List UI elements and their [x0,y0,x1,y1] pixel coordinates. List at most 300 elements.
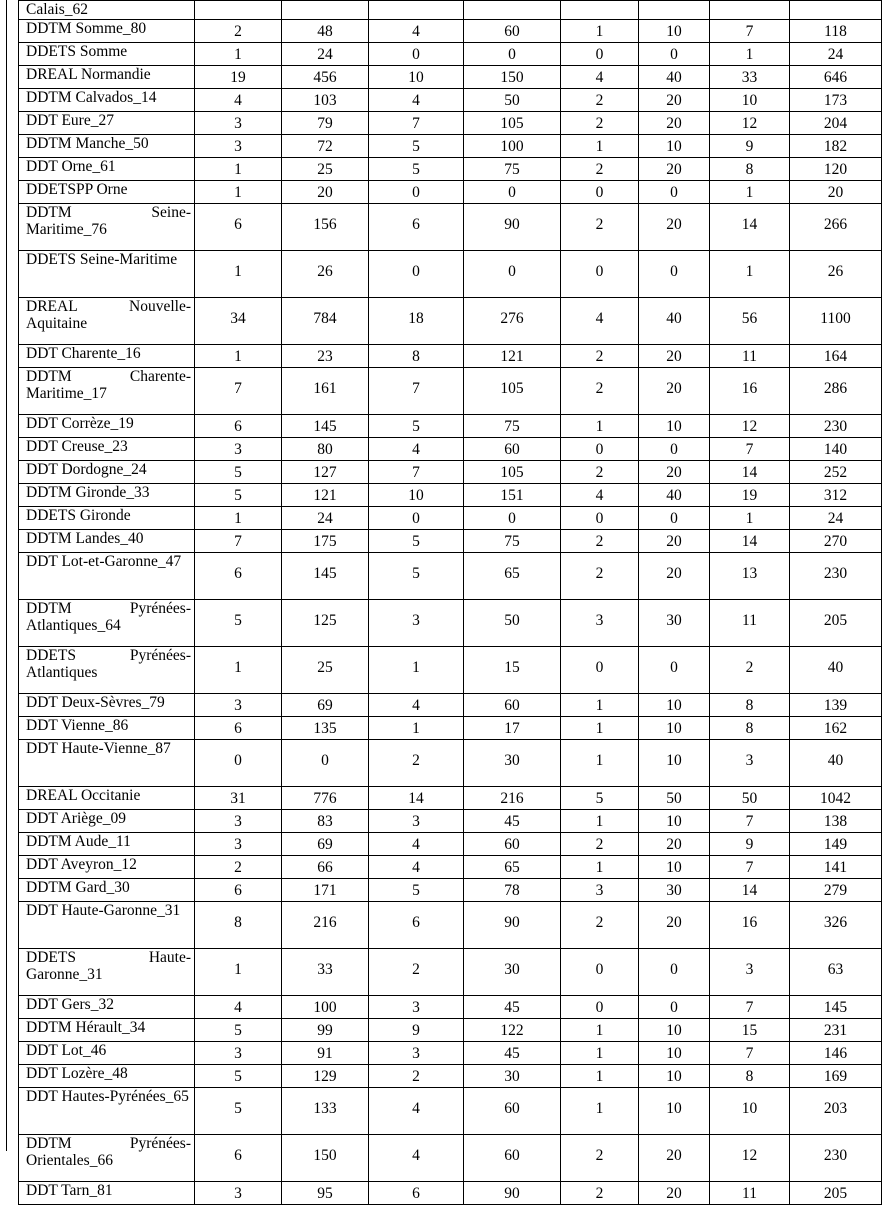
row-label: DDETS Seine-Maritime [19,251,195,298]
table-row [19,507,882,530]
value-cell: 5 [195,1019,282,1042]
page-left-rule [6,0,7,1151]
value-cell: 100 [282,996,369,1019]
value-cell: 78 [464,879,561,902]
value-cell: 11 [710,600,790,647]
value-cell: 3 [710,949,790,996]
cell [561,1,639,20]
row-label: DREAL Occitanie [19,787,195,810]
row-label: DDTM Seine-Maritime_76 [19,204,195,251]
value-cell: 5 [561,787,639,810]
value-cell: 162 [790,717,882,740]
value-cell: 20 [639,553,710,600]
value-cell: 0 [639,507,710,530]
value-cell: 10 [369,66,464,89]
value-cell: 0 [464,181,561,204]
value-cell: 145 [790,996,882,1019]
value-cell: 156 [282,204,369,251]
value-cell: 204 [790,112,882,135]
value-cell: 0 [195,740,282,787]
value-cell: 19 [710,484,790,507]
value-cell: 79 [282,112,369,135]
value-cell: 12 [710,415,790,438]
table-row [19,66,882,89]
value-cell: 40 [639,66,710,89]
value-cell: 75 [464,415,561,438]
value-cell: 17 [464,717,561,740]
value-cell: 12 [710,112,790,135]
value-cell: 2 [369,1065,464,1088]
row-label: DDETS Gironde [19,507,195,530]
value-cell: 0 [282,740,369,787]
value-cell: 24 [282,507,369,530]
value-cell: 0 [639,251,710,298]
value-cell: 0 [464,251,561,298]
value-cell: 14 [710,461,790,484]
value-cell: 6 [195,1135,282,1182]
value-cell: 20 [639,1135,710,1182]
value-cell: 252 [790,461,882,484]
value-cell: 50 [464,600,561,647]
value-cell: 1 [561,1042,639,1065]
value-cell: 6 [195,879,282,902]
table-row [19,20,882,43]
value-cell: 20 [639,461,710,484]
value-cell: 16 [710,368,790,415]
value-cell: 1 [710,43,790,66]
value-cell: 2 [561,1182,639,1205]
value-cell: 40 [790,647,882,694]
table-row [19,415,882,438]
table-row [19,879,882,902]
table-row [19,43,882,66]
value-cell: 121 [464,345,561,368]
value-cell: 776 [282,787,369,810]
value-cell: 1 [710,251,790,298]
value-cell: 26 [282,251,369,298]
value-cell: 10 [639,1019,710,1042]
value-cell: 216 [282,902,369,949]
value-cell: 0 [639,43,710,66]
row-label: DDT Haute-Vienne_87 [19,740,195,787]
value-cell: 48 [282,20,369,43]
value-cell: 231 [790,1019,882,1042]
value-cell: 1 [561,856,639,879]
row-label: DDTM Pyrénées-Atlantiques_64 [19,600,195,647]
value-cell: 8 [369,345,464,368]
value-cell: 3 [195,1042,282,1065]
value-cell: 8 [195,902,282,949]
value-cell: 10 [639,20,710,43]
value-cell: 10 [639,717,710,740]
value-cell: 7 [195,530,282,553]
value-cell: 1 [561,135,639,158]
value-cell: 286 [790,368,882,415]
table-row [19,461,882,484]
value-cell: 3 [195,694,282,717]
value-cell: 1042 [790,787,882,810]
value-cell: 18 [369,298,464,345]
value-cell: 125 [282,600,369,647]
value-cell: 1 [195,647,282,694]
value-cell: 270 [790,530,882,553]
row-label: DDT Eure_27 [19,112,195,135]
value-cell: 8 [710,1065,790,1088]
value-cell: 30 [464,949,561,996]
value-cell: 2 [710,647,790,694]
value-cell: 60 [464,438,561,461]
row-label: DDT Deux-Sèvres_79 [19,694,195,717]
value-cell: 4 [195,996,282,1019]
value-cell: 26 [790,251,882,298]
value-cell: 9 [710,135,790,158]
table-row [19,438,882,461]
value-cell: 4 [369,833,464,856]
value-cell: 276 [464,298,561,345]
value-cell: 122 [464,1019,561,1042]
value-cell: 456 [282,66,369,89]
value-cell: 205 [790,1182,882,1205]
value-cell: 0 [561,43,639,66]
value-cell: 50 [710,787,790,810]
value-cell: 33 [710,66,790,89]
value-cell: 1 [710,181,790,204]
row-label: DDTM Calvados_14 [19,89,195,112]
value-cell: 1 [195,507,282,530]
row-label: DDT Dordogne_24 [19,461,195,484]
value-cell: 60 [464,694,561,717]
value-cell: 7 [369,461,464,484]
value-cell: 7 [710,856,790,879]
value-cell: 0 [561,647,639,694]
table-row [19,368,882,415]
value-cell: 784 [282,298,369,345]
value-cell: 6 [195,204,282,251]
value-cell: 1 [561,1019,639,1042]
value-cell: 33 [282,949,369,996]
value-cell: 3 [369,600,464,647]
value-cell: 40 [639,298,710,345]
value-cell: 2 [561,833,639,856]
value-cell: 0 [369,251,464,298]
value-cell: 120 [790,158,882,181]
table-row [19,158,882,181]
value-cell: 25 [282,647,369,694]
table-row [19,949,882,996]
value-cell: 1 [561,1088,639,1135]
row-label: DDT Ariège_09 [19,810,195,833]
value-cell: 100 [464,135,561,158]
value-cell: 0 [561,251,639,298]
value-cell: 1100 [790,298,882,345]
value-cell: 2 [561,345,639,368]
value-cell: 7 [369,112,464,135]
value-cell: 3 [195,810,282,833]
value-cell: 3 [195,135,282,158]
value-cell: 50 [639,787,710,810]
value-cell: 20 [639,112,710,135]
value-cell: 3 [195,833,282,856]
value-cell: 145 [282,553,369,600]
row-label: DDTM Somme_80 [19,20,195,43]
value-cell: 7 [195,368,282,415]
table-row [19,204,882,251]
value-cell: 230 [790,553,882,600]
value-cell: 10 [639,1088,710,1135]
value-cell: 326 [790,902,882,949]
value-cell: 149 [790,833,882,856]
row-label: DDT Tarn_81 [19,1182,195,1205]
value-cell: 20 [639,345,710,368]
table-row [19,856,882,879]
table-row [19,1182,882,1205]
value-cell: 2 [561,368,639,415]
value-cell: 12 [710,1135,790,1182]
value-cell: 0 [639,996,710,1019]
value-cell: 6 [369,1182,464,1205]
table-row [19,902,882,949]
value-cell: 1 [195,949,282,996]
value-cell: 90 [464,204,561,251]
row-label: DDT Creuse_23 [19,438,195,461]
value-cell: 2 [195,856,282,879]
value-cell: 10 [639,694,710,717]
row-label: DDT Vienne_86 [19,717,195,740]
cell [195,1,282,20]
value-cell: 1 [561,415,639,438]
value-cell: 1 [195,158,282,181]
row-label: DDT Corrèze_19 [19,415,195,438]
value-cell: 140 [790,438,882,461]
value-cell: 10 [369,484,464,507]
value-cell: 0 [561,949,639,996]
value-cell: 30 [464,740,561,787]
value-cell: 103 [282,89,369,112]
value-cell: 0 [464,43,561,66]
value-cell: 0 [639,181,710,204]
row-label: DDTM Pyrénées-Orientales_66 [19,1135,195,1182]
table-row [19,740,882,787]
value-cell: 0 [639,949,710,996]
value-cell: 171 [282,879,369,902]
value-cell: 1 [710,507,790,530]
value-cell: 164 [790,345,882,368]
value-cell: 146 [790,1042,882,1065]
value-cell: 60 [464,1135,561,1182]
value-cell: 7 [710,810,790,833]
value-cell: 2 [561,204,639,251]
row-label: DREAL Nouvelle-Aquitaine [19,298,195,345]
value-cell: 45 [464,996,561,1019]
value-cell: 65 [464,856,561,879]
value-cell: 1 [195,43,282,66]
value-cell: 60 [464,833,561,856]
value-cell: 45 [464,1042,561,1065]
row-label: DDT Orne_61 [19,158,195,181]
value-cell: 56 [710,298,790,345]
row-label: DDT Lot-et-Garonne_47 [19,553,195,600]
value-cell: 10 [639,415,710,438]
value-cell: 141 [790,856,882,879]
value-cell: 60 [464,1088,561,1135]
value-cell: 1 [561,717,639,740]
value-cell: 9 [369,1019,464,1042]
value-cell: 99 [282,1019,369,1042]
value-cell: 8 [710,717,790,740]
value-cell: 4 [369,694,464,717]
value-cell: 1 [195,181,282,204]
value-cell: 5 [195,600,282,647]
value-cell: 24 [790,507,882,530]
value-cell: 4 [369,1088,464,1135]
value-cell: 65 [464,553,561,600]
value-cell: 138 [790,810,882,833]
value-cell: 15 [464,647,561,694]
value-cell: 1 [561,1065,639,1088]
value-cell: 105 [464,112,561,135]
value-cell: 5 [369,553,464,600]
value-cell: 4 [195,89,282,112]
value-cell: 6 [195,553,282,600]
value-cell: 4 [369,856,464,879]
value-cell: 3 [195,1182,282,1205]
row-label: DDT Lot_46 [19,1042,195,1065]
value-cell: 3 [369,810,464,833]
table-row [19,181,882,204]
value-cell: 1 [369,647,464,694]
value-cell: 13 [710,553,790,600]
value-cell: 69 [282,694,369,717]
value-cell: 4 [369,20,464,43]
value-cell: 6 [369,204,464,251]
value-cell: 91 [282,1042,369,1065]
value-cell: 20 [639,89,710,112]
value-cell: 10 [639,856,710,879]
table-row [19,553,882,600]
value-cell: 2 [369,949,464,996]
value-cell: 2 [195,20,282,43]
value-cell: 151 [464,484,561,507]
row-label: DDETS Haute-Garonne_31 [19,949,195,996]
value-cell: 24 [790,43,882,66]
value-cell: 24 [282,43,369,66]
value-cell: 20 [639,368,710,415]
value-cell: 5 [369,415,464,438]
value-cell: 14 [710,204,790,251]
value-cell: 266 [790,204,882,251]
table-row [19,787,882,810]
value-cell: 40 [639,484,710,507]
value-cell: 4 [369,89,464,112]
row-label: DDT Lozère_48 [19,1065,195,1088]
row-label: DDT Charente_16 [19,345,195,368]
row-label: DDTM Gironde_33 [19,484,195,507]
cell [790,1,882,20]
value-cell: 10 [639,1042,710,1065]
table-row [19,1042,882,1065]
value-cell: 10 [639,135,710,158]
table-row [19,135,882,158]
value-cell: 95 [282,1182,369,1205]
value-cell: 0 [369,181,464,204]
value-cell: 30 [639,879,710,902]
value-cell: 6 [369,902,464,949]
value-cell: 63 [790,949,882,996]
value-cell: 4 [561,66,639,89]
row-label: DREAL Normandie [19,66,195,89]
value-cell: 2 [561,1135,639,1182]
value-cell: 1 [561,810,639,833]
value-cell: 0 [561,181,639,204]
table-row [19,1065,882,1088]
value-cell: 10 [639,740,710,787]
value-cell: 7 [369,368,464,415]
value-cell: 1 [561,740,639,787]
value-cell: 145 [282,415,369,438]
value-cell: 72 [282,135,369,158]
value-cell: 0 [639,647,710,694]
value-cell: 0 [369,43,464,66]
value-cell: 50 [464,89,561,112]
value-cell: 40 [790,740,882,787]
value-cell: 1 [561,694,639,717]
value-cell: 3 [195,112,282,135]
value-cell: 7 [710,1042,790,1065]
row-label: DDETS Somme [19,43,195,66]
value-cell: 20 [639,158,710,181]
value-cell: 14 [369,787,464,810]
table-row [19,810,882,833]
value-cell: 121 [282,484,369,507]
value-cell: 2 [561,553,639,600]
value-cell: 230 [790,1135,882,1182]
table-row [19,1,882,20]
value-cell: 2 [561,530,639,553]
value-cell: 129 [282,1065,369,1088]
table-row [19,694,882,717]
value-cell: 7 [710,20,790,43]
value-cell: 20 [282,181,369,204]
value-cell: 2 [561,158,639,181]
value-cell: 646 [790,66,882,89]
value-cell: 5 [195,461,282,484]
value-cell: 31 [195,787,282,810]
table-row [19,89,882,112]
value-cell: 19 [195,66,282,89]
table-row [19,298,882,345]
value-cell: 8 [710,694,790,717]
value-cell: 1 [369,717,464,740]
value-cell: 20 [639,1182,710,1205]
table-body [19,1,882,1205]
value-cell: 11 [710,345,790,368]
cell [639,1,710,20]
value-cell: 279 [790,879,882,902]
value-cell: 66 [282,856,369,879]
value-cell: 216 [464,787,561,810]
value-cell: 5 [369,879,464,902]
value-cell: 169 [790,1065,882,1088]
value-cell: 127 [282,461,369,484]
value-cell: 60 [464,20,561,43]
table-row [19,345,882,368]
value-cell: 2 [561,89,639,112]
value-cell: 0 [639,438,710,461]
value-cell: 3 [710,740,790,787]
table-row [19,1135,882,1182]
value-cell: 4 [561,298,639,345]
value-cell: 3 [369,1042,464,1065]
